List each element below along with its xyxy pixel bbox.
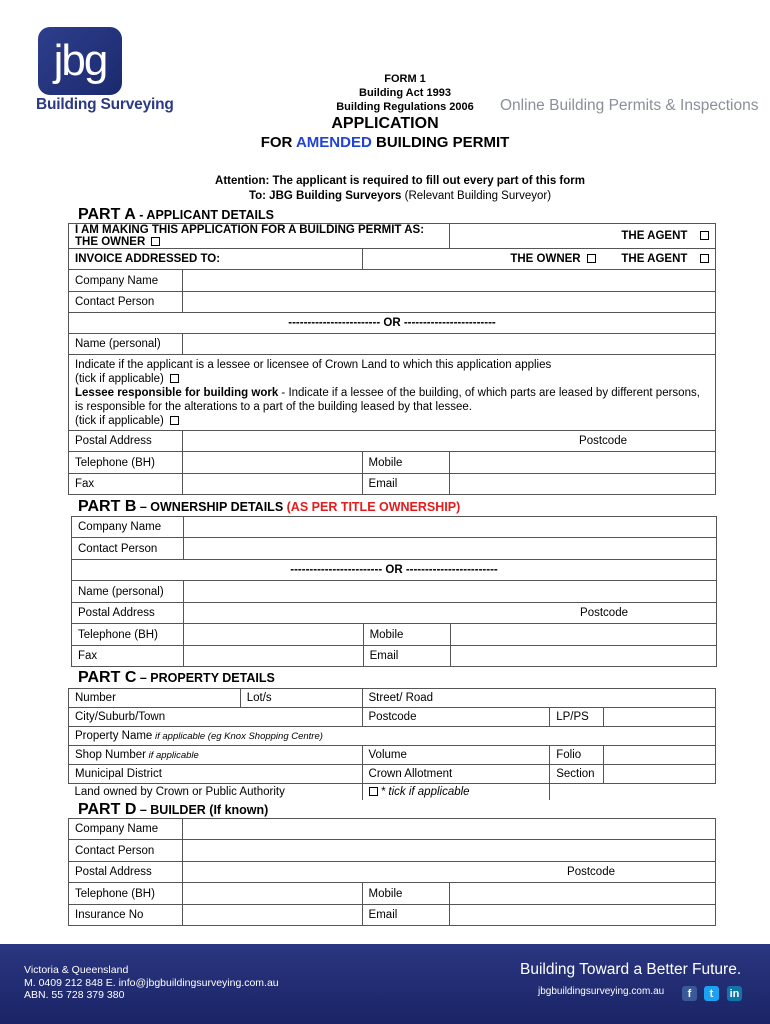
postcode-label: Postcode [579, 435, 627, 447]
linkedin-icon[interactable]: in [727, 986, 742, 1001]
part-b-table [71, 516, 717, 667]
attention-to: To: JBG Building Surveyors [248, 190, 402, 202]
footer-website[interactable]: jbgbuildingsurveying.com.au [538, 986, 665, 997]
city-label: City/Suburb/Town [69, 708, 363, 727]
tick-applicable-label: * tick if applicable [380, 785, 470, 798]
owner-checkbox[interactable] [151, 237, 160, 246]
part-c-table [68, 688, 716, 800]
part-b-heading [78, 498, 460, 516]
title-pre: FOR [260, 134, 296, 151]
folio-label: Folio [550, 746, 604, 765]
lots-label: Lot/s [240, 689, 362, 708]
section-label: Section [550, 765, 604, 784]
insurance-label: Insurance No [69, 905, 183, 926]
b-postal-address-label: Postal Address [72, 603, 184, 624]
b-mobile-label: Mobile [363, 624, 451, 646]
twitter-icon[interactable]: t [704, 986, 719, 1001]
lessee-rest: - Indicate if a lessee of the building, of which parts are leased by different persons, is responsible for the alterations to a part of the building leased by that lessee. [75, 386, 700, 413]
footer-region: Victoria & Queensland [24, 964, 129, 976]
crown-land-text: Indicate if the applicant is a lessee or licensee of Crown Land to which this application applies [75, 358, 552, 371]
attention-line2 [100, 189, 700, 204]
d-company-name-label: Company Name [69, 819, 183, 840]
d-telephone-label: Telephone (BH) [69, 883, 183, 905]
invoice-agent-checkbox[interactable] [700, 254, 709, 263]
footer-phone-email: M. 0409 212 848 E. info@jbgbuildingsurveying.com.au [24, 976, 279, 989]
tagline: Online Building Permits & Inspections [500, 97, 759, 114]
invoice-owner-label: THE OWNER [510, 253, 581, 265]
name-personal-field[interactable] [182, 334, 715, 355]
agent-checkbox[interactable] [700, 231, 709, 240]
crown-allotment-label: Crown Allotment [362, 765, 550, 784]
d-postcode-label: Postcode [567, 866, 615, 878]
email-label: Email [362, 474, 450, 495]
lessee-checkbox[interactable] [170, 416, 179, 425]
crown-land-block [69, 355, 716, 431]
part-b-subheading-red: (AS PER TITLE OWNERSHIP) [286, 500, 461, 514]
invoice-to-label: INVOICE ADDRESSED TO: [69, 249, 363, 270]
d-company-name-field[interactable] [182, 819, 715, 840]
attention-line1: Attention: The applicant is required to fill out every part of this form [215, 175, 585, 187]
d-postal-address-label: Postal Address [69, 862, 183, 883]
footer-abn: ABN. 55 728 379 380 [24, 989, 125, 1001]
lessee-bold: Lessee responsible for building work [75, 386, 279, 399]
d-contact-person-field[interactable] [182, 840, 715, 862]
page-subtitle [200, 134, 570, 151]
part-a-heading [78, 206, 274, 224]
email-field[interactable] [450, 474, 716, 495]
part-c-heading [78, 669, 275, 687]
d-postal-address-field[interactable] [182, 862, 715, 883]
part-d-label: PART D [78, 801, 137, 818]
building-regulations: Building Regulations 2006 [336, 101, 474, 113]
lpps-field[interactable] [604, 708, 716, 727]
volume-label: Volume [362, 746, 550, 765]
fax-field[interactable] [182, 474, 362, 495]
b-telephone-field[interactable] [183, 624, 363, 646]
property-name-label: Property Name [75, 730, 153, 742]
invoice-agent-label: THE AGENT [621, 253, 688, 265]
b-contact-person-label: Contact Person [72, 538, 184, 560]
agent-cell [450, 224, 716, 249]
part-a-table [68, 223, 716, 495]
postal-address-label: Postal Address [69, 431, 183, 452]
invoice-owner-checkbox[interactable] [587, 254, 596, 263]
footer-slogan: Building Toward a Better Future. [520, 961, 742, 978]
part-d-subheading: – BUILDER (If known) [136, 803, 269, 817]
insurance-field[interactable] [182, 905, 362, 926]
footer [0, 944, 770, 1024]
d-contact-person-label: Contact Person [69, 840, 183, 862]
company-name-field[interactable] [182, 270, 715, 292]
crown-land-tick [75, 372, 709, 386]
shop-number-hint: if applicable [145, 750, 199, 761]
mobile-label: Mobile [362, 452, 450, 474]
shop-number-label: Shop Number [75, 749, 146, 761]
agent-label: THE AGENT [621, 230, 688, 242]
telephone-label: Telephone (BH) [69, 452, 183, 474]
property-name-hint: if applicable (eg Knox Shopping Centre) [152, 731, 323, 742]
d-email-field[interactable] [450, 905, 716, 926]
or-divider: ------------------------ OR ------------------------ [69, 313, 716, 334]
page-title: APPLICATION [331, 115, 439, 132]
number-label: Number [69, 689, 241, 708]
b-telephone-label: Telephone (BH) [72, 624, 184, 646]
part-a-subheading: - APPLICANT DETAILS [135, 208, 274, 222]
part-d-table [68, 818, 716, 926]
facebook-icon[interactable]: f [682, 986, 697, 1001]
title-amended: AMENDED [295, 134, 372, 151]
b-postcode-label: Postcode [580, 607, 628, 619]
part-b-label: PART B [78, 498, 137, 515]
b-or-divider: ------------------------ OR ------------------------ [72, 560, 717, 581]
mobile-field[interactable] [450, 452, 716, 474]
logo-subtitle: Building Surveying [36, 96, 174, 113]
footer-contact [24, 964, 279, 1002]
jbg-logo [38, 27, 122, 95]
contact-person-field[interactable] [182, 292, 715, 313]
attention-rest: (Relevant Building Surveyor) [401, 190, 552, 202]
crown-tick-cell [362, 784, 550, 800]
b-name-personal-label: Name (personal) [72, 581, 184, 603]
empty-cell [550, 784, 716, 800]
shop-number-cell [69, 746, 363, 765]
d-email-label: Email [362, 905, 450, 926]
b-email-label: Email [363, 646, 451, 667]
title-post: BUILDING PERMIT [371, 134, 510, 151]
b-fax-label: Fax [72, 646, 184, 667]
crown-land-checkbox[interactable] [170, 374, 179, 383]
crown-land-label: Land owned by Crown or Public Authority [74, 785, 285, 798]
d-mobile-label: Mobile [362, 883, 450, 905]
b-mobile-field[interactable] [451, 624, 717, 646]
b-company-name-label: Company Name [72, 517, 184, 538]
contact-person-label: Contact Person [69, 292, 183, 313]
b-name-personal-field[interactable] [183, 581, 716, 603]
form-number: FORM 1 [384, 73, 426, 85]
lessee-text [75, 386, 709, 414]
b-fax-field[interactable] [183, 646, 363, 667]
lessee-tick [75, 414, 709, 428]
municipal-label: Municipal District [69, 765, 363, 784]
logo-text: jbg [53, 36, 107, 85]
street-road-label: Street/ Road [362, 689, 715, 708]
making-application-row [69, 224, 450, 249]
crown-tick-label: (tick if applicable) [75, 372, 164, 385]
postal-address-field[interactable] [182, 431, 715, 452]
part-c-label: PART C [78, 669, 137, 686]
building-act: Building Act 1993 [359, 87, 451, 99]
b-postal-address-field[interactable] [183, 603, 716, 624]
crown-public-checkbox[interactable] [369, 787, 378, 796]
section-field[interactable] [604, 765, 716, 784]
name-personal-label: Name (personal) [69, 334, 183, 355]
d-telephone-field[interactable] [182, 883, 362, 905]
attention-note [100, 174, 700, 204]
telephone-field[interactable] [182, 452, 362, 474]
form-heading [300, 72, 510, 114]
folio-field[interactable] [604, 746, 716, 765]
lessee-tick-label: (tick if applicable) [75, 414, 164, 427]
b-email-field[interactable] [451, 646, 717, 667]
b-contact-person-field[interactable] [183, 538, 716, 560]
lpps-label: LP/PS [550, 708, 604, 727]
b-company-name-field[interactable] [183, 517, 716, 538]
part-a-label: PART A [78, 206, 136, 223]
part-d-heading [78, 801, 268, 819]
making-application-label: I AM MAKING THIS APPLICATION FOR A BUILDING PERMIT AS: THE OWNER [75, 224, 425, 248]
d-mobile-field[interactable] [450, 883, 716, 905]
company-name-label: Company Name [69, 270, 183, 292]
c-postcode-label: Postcode [362, 708, 550, 727]
fax-label: Fax [69, 474, 183, 495]
part-b-subheading: – OWNERSHIP DETAILS [136, 500, 287, 514]
property-name-row [69, 727, 716, 746]
invoice-options [362, 249, 715, 270]
part-c-subheading: – PROPERTY DETAILS [136, 671, 275, 685]
